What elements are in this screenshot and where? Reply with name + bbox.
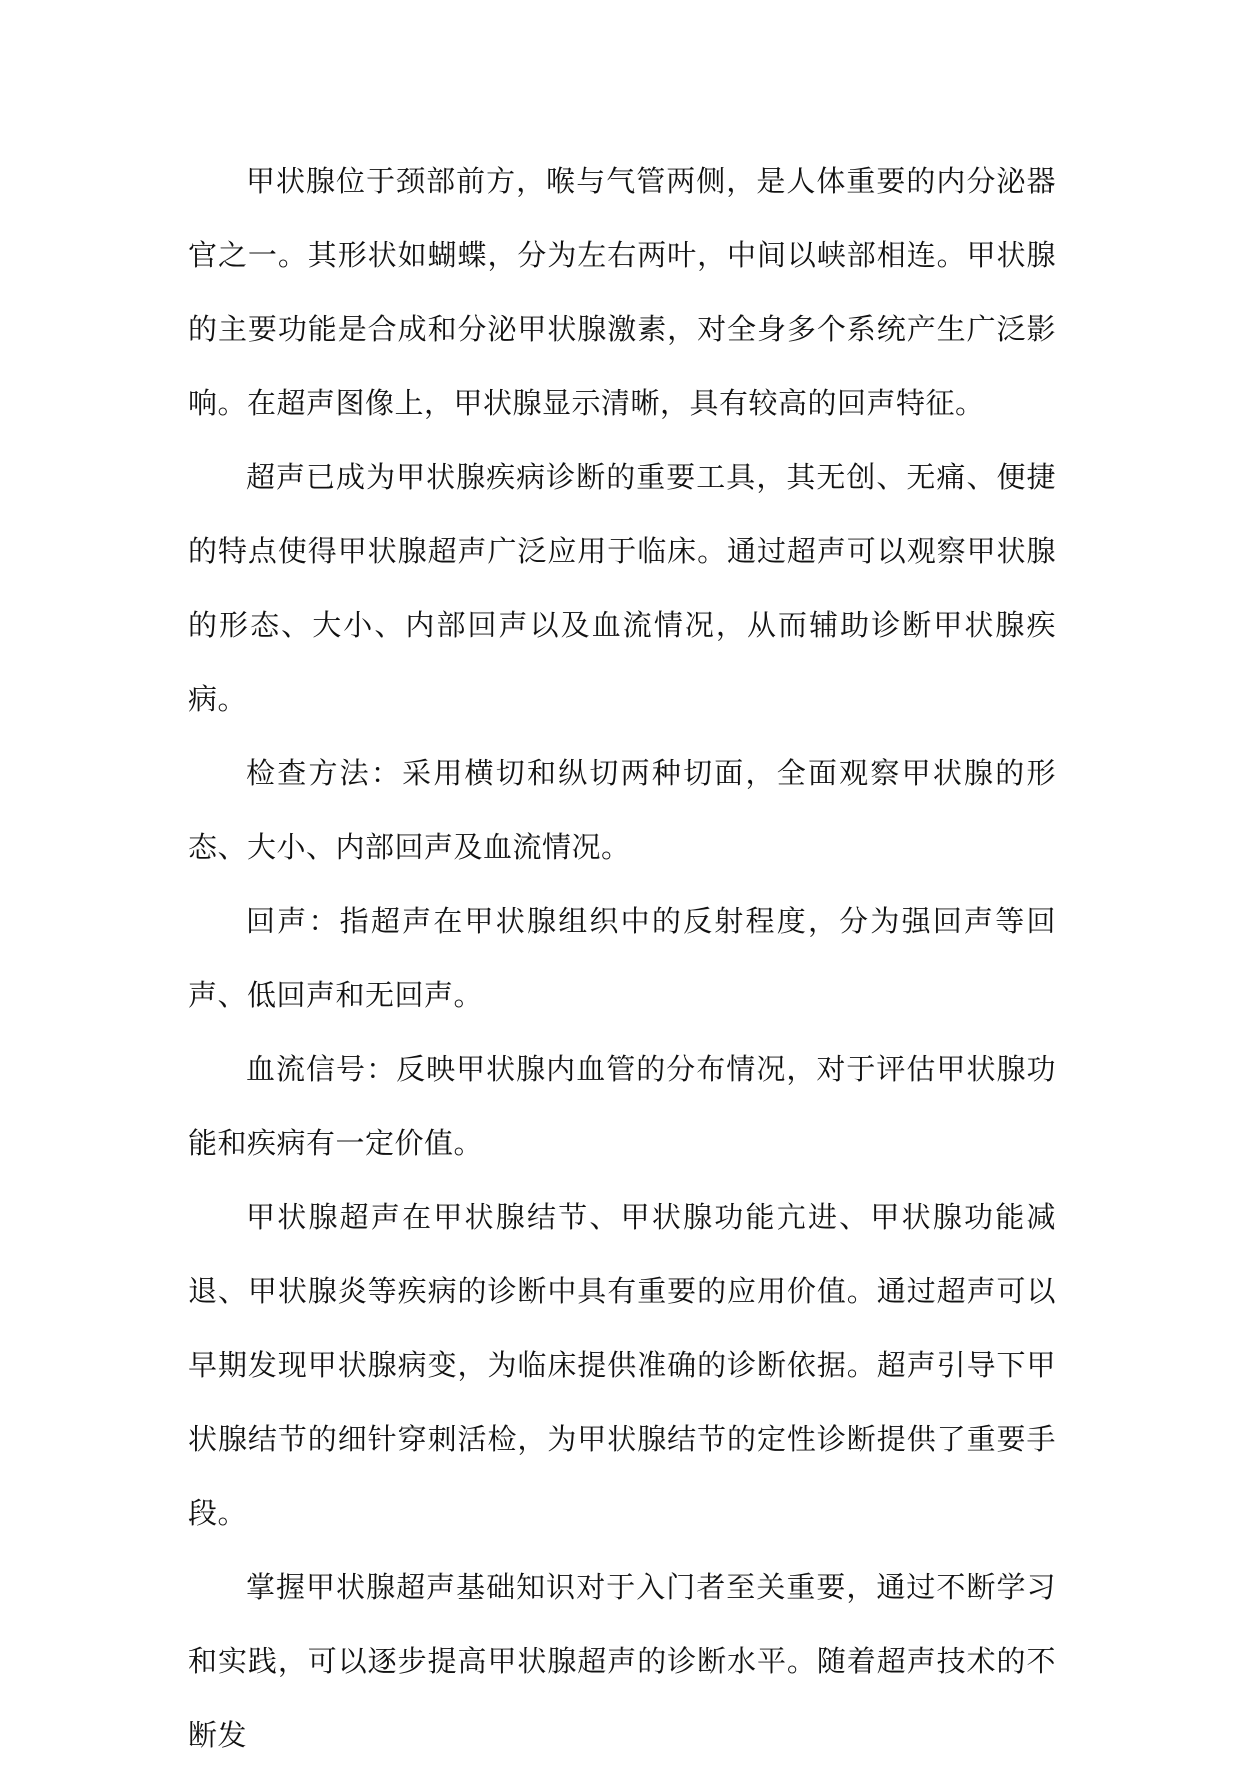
paragraph-ultrasound-tool: 超声已成为甲状腺疾病诊断的重要工具，其无创、无痛、便捷的特点使得甲状腺超声广泛应用于临床。通过超声可以观察甲状腺的形态、大小、内部回声以及血流情况，从而辅助诊断甲状腺疾病。 xyxy=(188,460,1056,716)
paragraph-exam-method: 检查方法：采用横切和纵切两种切面，全面观察甲状腺的形态、大小、内部回声及血流情况。 xyxy=(188,756,1056,864)
paragraph-thyroid-anatomy: 甲状腺位于颈部前方，喉与气管两侧，是人体重要的内分泌器官之一。其形状如蝴蝶，分为左右两叶，中间以峡部相连。甲状腺的主要功能是合成和分泌甲状腺激素，对全身多个系统产生广泛影响。在超声图像上，甲状腺显示清晰，具有较高的回声特征。 xyxy=(188,164,1056,420)
document-body xyxy=(188,144,1056,1772)
paragraph-clinical-application: 甲状腺超声在甲状腺结节、甲状腺功能亢进、甲状腺功能减退、甲状腺炎等疾病的诊断中具有重要的应用价值。通过超声可以早期发现甲状腺病变，为临床提供准确的诊断依据。超声引导下甲状腺结节的细针穿刺活检，为甲状腺结节的定性诊断提供了重要手段。 xyxy=(188,1200,1056,1530)
paragraph-learning-basics: 掌握甲状腺超声基础知识对于入门者至关重要，通过不断学习和实践，可以逐步提高甲状腺超声的诊断水平。随着超声技术的不断发 xyxy=(188,1570,1056,1752)
paragraph-echo-definition: 回声：指超声在甲状腺组织中的反射程度，分为强回声等回声、低回声和无回声。 xyxy=(188,904,1056,1012)
paragraph-blood-flow-signal: 血流信号：反映甲状腺内血管的分布情况，对于评估甲状腺功能和疾病有一定价值。 xyxy=(188,1052,1056,1160)
